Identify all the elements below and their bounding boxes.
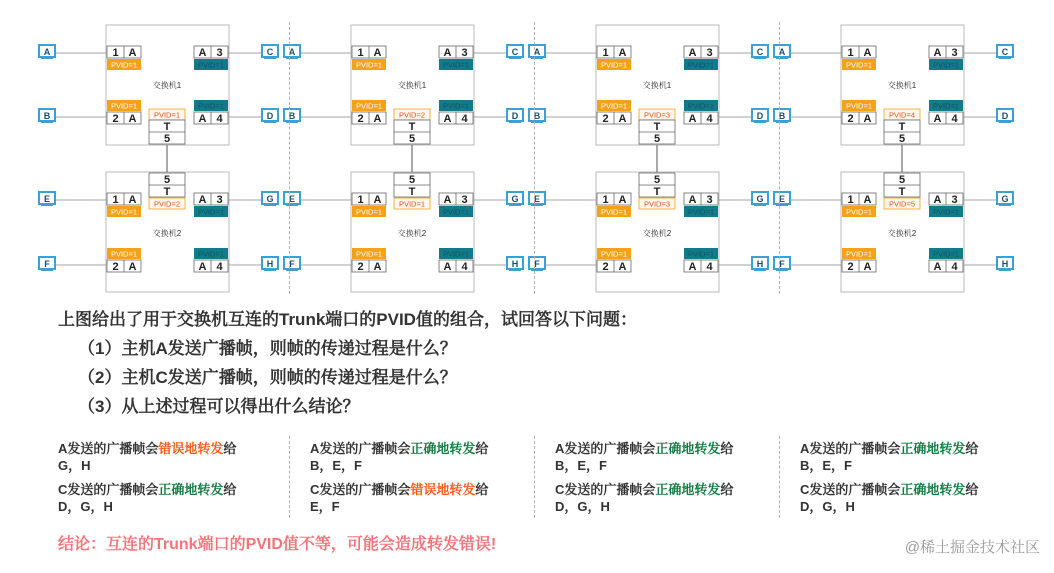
sw2-port-1-num: 1 [847, 194, 854, 206]
switch-2-name: 交换机2 [152, 229, 182, 238]
host-a-label: A [533, 47, 541, 57]
host-d-stand [264, 121, 276, 123]
answer-line [555, 440, 733, 457]
host-b-label: B [778, 111, 786, 121]
sw2-port-1-tag: A [128, 194, 137, 206]
sw1-trunk-pvid-text: PVID=2 [398, 110, 426, 120]
host-a-stand [776, 57, 788, 59]
host-g-stand [264, 204, 276, 206]
panel-separator [779, 22, 780, 294]
sw1-port-1-pvid-text: PVID=1 [355, 60, 383, 70]
sw2-port-4-pvid-text: PVID=1 [442, 249, 470, 259]
sw2-port-4-tag: A [688, 261, 697, 273]
verdict-wrong: 错误地转发 [158, 441, 224, 456]
host-g-label: G [1001, 194, 1009, 204]
panel-separator [534, 22, 535, 294]
sw2-port-2-tag: A [618, 261, 627, 273]
host-f-label: F [44, 259, 50, 269]
answer-suffix: 给 [475, 441, 489, 456]
sw2-port-2-pvid-text: PVID=1 [845, 249, 873, 259]
host-e-stand [286, 204, 298, 206]
sw2-port-1-pvid-text: PVID=1 [845, 207, 873, 217]
spacer [58, 474, 236, 481]
sw2-port-1-tag: A [373, 194, 382, 206]
sw2-trunk-pvid-text: PVID=2 [153, 199, 181, 209]
answer-suffix: 给 [223, 482, 237, 497]
sw1-port-2-tag: A [618, 113, 627, 125]
answer-suffix: 给 [720, 482, 734, 497]
sw2-trunk-pvid-text: PVID=3 [643, 199, 671, 209]
sw1-port-3-pvid-text: PVID=1 [442, 60, 470, 70]
sw1-trunk-tag: T [163, 121, 171, 133]
sw2-port-2-num: 2 [357, 261, 364, 273]
answer-block [310, 440, 488, 515]
question-3: （3）从上述过程可以得出什么结论？ [78, 397, 360, 416]
answer-separator [534, 436, 535, 518]
sw1-port-2-pvid-text: PVID=1 [110, 101, 138, 111]
sw2-port-4-num: 4 [706, 261, 713, 273]
host-f-label: F [289, 259, 295, 269]
sw1-port-3-num: 3 [951, 47, 958, 59]
sw2-port-1-tag: A [863, 194, 872, 206]
sw2-trunk-tag: T [898, 186, 906, 198]
switch-2-name: 交换机2 [397, 229, 427, 238]
host-h-stand [264, 269, 276, 271]
sw1-port-4-tag: A [688, 113, 697, 125]
sw1-port-2-num: 2 [602, 113, 609, 125]
host-f-label: F [534, 259, 540, 269]
receiving-hosts: D，G，H [58, 499, 113, 514]
host-h-label: H [266, 259, 274, 269]
sw1-port-3-num: 3 [706, 47, 713, 59]
host-h-stand [999, 269, 1011, 271]
host-b-label: B [43, 111, 51, 121]
sw2-port-3-tag: A [198, 194, 207, 206]
sw2-trunk-num: 5 [163, 174, 171, 186]
host-c-stand [754, 57, 766, 59]
answer-prefix: C发送的广播帧会 [58, 482, 159, 497]
question-1: （1）主机A发送广播帧，则帧的传递过程是什么？ [78, 339, 457, 358]
panel-separator [289, 22, 290, 294]
sw2-port-1-pvid-text: PVID=1 [355, 207, 383, 217]
verdict-correct: 正确地转发 [655, 441, 721, 456]
answer-prefix: A发送的广播帧会 [58, 441, 159, 456]
receiving-hosts: B，E，F [555, 458, 608, 473]
answer-suffix: 给 [965, 482, 979, 497]
host-a-label: A [43, 47, 51, 57]
host-c-label: C [266, 47, 274, 57]
host-h-stand [509, 269, 521, 271]
answer-suffix: 给 [475, 482, 489, 497]
switch-1-name: 交换机1 [642, 81, 672, 90]
sw2-port-2-num: 2 [112, 261, 119, 273]
sw1-port-2-num: 2 [847, 113, 854, 125]
host-h-stand [754, 269, 766, 271]
sw1-port-1-num: 1 [602, 47, 609, 59]
sw1-trunk-pvid-text: PVID=3 [643, 110, 671, 120]
host-b-stand [286, 121, 298, 123]
spacer [555, 474, 733, 481]
sw1-port-4-tag: A [933, 113, 942, 125]
host-g-label: G [511, 194, 519, 204]
sw1-port-4-num: 4 [706, 113, 713, 125]
receiving-hosts: B，E，F [800, 458, 853, 473]
sw2-port-3-num: 3 [461, 194, 468, 206]
sw2-trunk-tag: T [653, 186, 661, 198]
sw1-port-3-tag: A [198, 47, 207, 59]
host-f-label: F [779, 259, 785, 269]
host-d-label: D [756, 111, 764, 121]
conclusion-text: 结论：互连的Trunk端口的PVID值不等，可能会造成转发错误! [58, 536, 497, 553]
sw1-port-1-num: 1 [112, 47, 119, 59]
sw2-port-4-pvid-text: PVID=1 [687, 249, 715, 259]
host-g-label: G [756, 194, 764, 204]
sw2-port-3-pvid-text: PVID=1 [932, 207, 960, 217]
sw1-port-4-num: 4 [461, 113, 468, 125]
sw1-trunk-tag: T [898, 121, 906, 133]
sw2-port-2-num: 2 [602, 261, 609, 273]
answer-line [58, 440, 236, 457]
sw1-port-1-tag: A [373, 47, 382, 59]
sw2-trunk-num: 5 [408, 174, 416, 186]
answer-prefix: C发送的广播帧会 [310, 482, 411, 497]
host-d-stand [509, 121, 521, 123]
receiving-hosts: D，G，H [555, 499, 610, 514]
sw1-port-4-pvid-text: PVID=1 [442, 101, 470, 111]
sw2-port-2-pvid-text: PVID=1 [355, 249, 383, 259]
host-e-label: E [288, 194, 296, 204]
sw2-port-3-tag: A [443, 194, 452, 206]
sw1-port-4-pvid-text: PVID=1 [932, 101, 960, 111]
answer-line [800, 481, 978, 498]
sw2-port-2-num: 2 [847, 261, 854, 273]
host-d-label: D [511, 111, 519, 121]
sw1-trunk-pvid-text: PVID=4 [888, 110, 916, 120]
sw1-port-3-pvid-text: PVID=1 [932, 60, 960, 70]
sw2-port-4-pvid-text: PVID=1 [932, 249, 960, 259]
sw2-trunk-pvid-text: PVID=1 [398, 199, 426, 209]
sw1-port-2-tag: A [373, 113, 382, 125]
host-f-stand [531, 269, 543, 271]
watermark: @稀土掘金技术社区 [904, 539, 1040, 556]
sw2-port-4-num: 4 [461, 261, 468, 273]
sw1-port-3-num: 3 [461, 47, 468, 59]
host-f-stand [41, 269, 53, 271]
receiving-hosts: E，F [310, 499, 340, 514]
answer-separator [779, 436, 780, 518]
sw1-port-2-pvid-text: PVID=1 [600, 101, 628, 111]
sw1-port-1-num: 1 [357, 47, 364, 59]
host-b-stand [531, 121, 543, 123]
answer-prefix: C发送的广播帧会 [555, 482, 656, 497]
sw1-port-3-pvid-text: PVID=1 [197, 60, 225, 70]
host-c-label: C [1001, 47, 1009, 57]
sw1-port-4-num: 4 [951, 113, 958, 125]
sw1-port-4-pvid-text: PVID=1 [687, 101, 715, 111]
switch-1-name: 交换机1 [887, 81, 917, 90]
sw1-trunk-num: 5 [163, 133, 171, 145]
sw1-trunk-num: 5 [408, 133, 416, 145]
host-h-label: H [1001, 259, 1009, 269]
sw1-port-1-tag: A [863, 47, 872, 59]
sw2-port-1-pvid-text: PVID=1 [110, 207, 138, 217]
sw2-trunk-num: 5 [653, 174, 661, 186]
sw1-port-2-tag: A [863, 113, 872, 125]
sw2-port-3-num: 3 [216, 194, 223, 206]
host-c-label: C [756, 47, 764, 57]
answer-suffix: 给 [965, 441, 979, 456]
answer-block [58, 440, 236, 515]
answer-suffix: 给 [223, 441, 237, 456]
sw1-port-1-num: 1 [847, 47, 854, 59]
switch-1-name: 交换机1 [397, 81, 427, 90]
sw2-port-2-tag: A [128, 261, 137, 273]
host-c-stand [509, 57, 521, 59]
host-b-stand [41, 121, 53, 123]
host-d-label: D [266, 111, 274, 121]
host-e-stand [41, 204, 53, 206]
sw2-port-3-num: 3 [706, 194, 713, 206]
sw2-port-3-num: 3 [951, 194, 958, 206]
host-g-stand [754, 204, 766, 206]
verdict-correct: 正确地转发 [900, 482, 966, 497]
host-a-label: A [778, 47, 786, 57]
sw1-port-2-tag: A [128, 113, 137, 125]
receiving-hosts: D，G，H [800, 499, 855, 514]
answer-suffix: 给 [720, 441, 734, 456]
host-b-label: B [288, 111, 296, 121]
host-e-label: E [43, 194, 51, 204]
sw1-port-3-pvid-text: PVID=1 [687, 60, 715, 70]
sw2-port-1-num: 1 [357, 194, 364, 206]
host-d-label: D [1001, 111, 1009, 121]
answer-line [555, 481, 733, 498]
sw1-port-2-pvid-text: PVID=1 [355, 101, 383, 111]
host-a-stand [531, 57, 543, 59]
sw1-port-1-pvid-text: PVID=1 [845, 60, 873, 70]
question-intro: 上图给出了用于交换机互连的Trunk端口的PVID值的组合，试回答以下问题： [58, 310, 637, 329]
sw2-port-3-pvid-text: PVID=1 [442, 207, 470, 217]
sw2-trunk-num: 5 [898, 174, 906, 186]
sw1-trunk-num: 5 [653, 133, 661, 145]
sw2-port-4-num: 4 [951, 261, 958, 273]
host-e-label: E [778, 194, 786, 204]
sw2-trunk-pvid-text: PVID=5 [888, 199, 916, 209]
host-c-stand [264, 57, 276, 59]
host-b-label: B [533, 111, 541, 121]
answer-prefix: A发送的广播帧会 [310, 441, 411, 456]
sw1-port-2-pvid-text: PVID=1 [845, 101, 873, 111]
host-a-label: A [288, 47, 296, 57]
host-g-stand [509, 204, 521, 206]
sw1-port-4-tag: A [443, 113, 452, 125]
sw2-port-2-pvid-text: PVID=1 [600, 249, 628, 259]
host-e-label: E [533, 194, 541, 204]
receiving-hosts: G，H [58, 458, 91, 473]
sw2-port-2-pvid-text: PVID=1 [110, 249, 138, 259]
sw1-trunk-pvid-text: PVID=1 [153, 110, 181, 120]
verdict-correct: 正确地转发 [655, 482, 721, 497]
host-b-stand [776, 121, 788, 123]
answer-prefix: C发送的广播帧会 [800, 482, 901, 497]
sw1-trunk-tag: T [408, 121, 416, 133]
sw2-port-4-num: 4 [216, 261, 223, 273]
switch-2-name: 交换机2 [642, 229, 672, 238]
sw1-port-1-pvid-text: PVID=1 [600, 60, 628, 70]
spacer [800, 474, 978, 481]
answer-line [58, 481, 236, 498]
answer-block [555, 440, 733, 515]
sw1-port-4-num: 4 [216, 113, 223, 125]
sw2-port-3-pvid-text: PVID=1 [197, 207, 225, 217]
sw1-trunk-tag: T [653, 121, 661, 133]
sw1-port-2-num: 2 [112, 113, 119, 125]
sw2-port-3-tag: A [688, 194, 697, 206]
sw2-trunk-tag: T [408, 186, 416, 198]
sw1-trunk-num: 5 [898, 133, 906, 145]
host-g-stand [999, 204, 1011, 206]
sw2-port-4-tag: A [198, 261, 207, 273]
host-c-label: C [511, 47, 519, 57]
verdict-correct: 正确地转发 [410, 441, 476, 456]
sw2-port-3-tag: A [933, 194, 942, 206]
sw2-port-4-pvid-text: PVID=1 [197, 249, 225, 259]
host-e-stand [776, 204, 788, 206]
sw1-port-1-tag: A [128, 47, 137, 59]
host-h-label: H [511, 259, 519, 269]
host-f-stand [776, 269, 788, 271]
sw1-port-1-tag: A [618, 47, 627, 59]
answer-line [800, 440, 978, 457]
switch-1-name: 交换机1 [152, 81, 182, 90]
sw1-port-4-pvid-text: PVID=1 [197, 101, 225, 111]
host-a-stand [41, 57, 53, 59]
sw2-port-2-tag: A [373, 261, 382, 273]
answer-separator [289, 436, 290, 518]
sw2-port-2-tag: A [863, 261, 872, 273]
switch-2-name: 交换机2 [887, 229, 917, 238]
host-d-stand [754, 121, 766, 123]
sw2-port-3-pvid-text: PVID=1 [687, 207, 715, 217]
host-f-stand [286, 269, 298, 271]
verdict-correct: 正确地转发 [900, 441, 966, 456]
sw2-port-1-num: 1 [602, 194, 609, 206]
sw1-port-3-tag: A [443, 47, 452, 59]
sw2-port-4-tag: A [933, 261, 942, 273]
receiving-hosts: B，E，F [310, 458, 363, 473]
sw2-port-4-tag: A [443, 261, 452, 273]
sw1-port-4-tag: A [198, 113, 207, 125]
answer-line [310, 481, 488, 498]
host-g-label: G [266, 194, 274, 204]
sw2-port-1-num: 1 [112, 194, 119, 206]
verdict-correct: 正确地转发 [158, 482, 224, 497]
answer-block [800, 440, 978, 515]
host-e-stand [531, 204, 543, 206]
sw2-trunk-tag: T [163, 186, 171, 198]
sw1-port-2-num: 2 [357, 113, 364, 125]
question-2: （2）主机C发送广播帧，则帧的传递过程是什么？ [78, 368, 457, 387]
answer-prefix: A发送的广播帧会 [555, 441, 656, 456]
answer-prefix: A发送的广播帧会 [800, 441, 901, 456]
sw1-port-3-num: 3 [216, 47, 223, 59]
sw1-port-3-tag: A [688, 47, 697, 59]
host-d-stand [999, 121, 1011, 123]
sw1-port-3-tag: A [933, 47, 942, 59]
sw2-port-1-tag: A [618, 194, 627, 206]
host-a-stand [286, 57, 298, 59]
spacer [310, 474, 488, 481]
sw1-port-1-pvid-text: PVID=1 [110, 60, 138, 70]
verdict-wrong: 错误地转发 [410, 482, 476, 497]
answer-line [310, 440, 488, 457]
host-c-stand [999, 57, 1011, 59]
sw2-port-1-pvid-text: PVID=1 [600, 207, 628, 217]
host-h-label: H [756, 259, 764, 269]
